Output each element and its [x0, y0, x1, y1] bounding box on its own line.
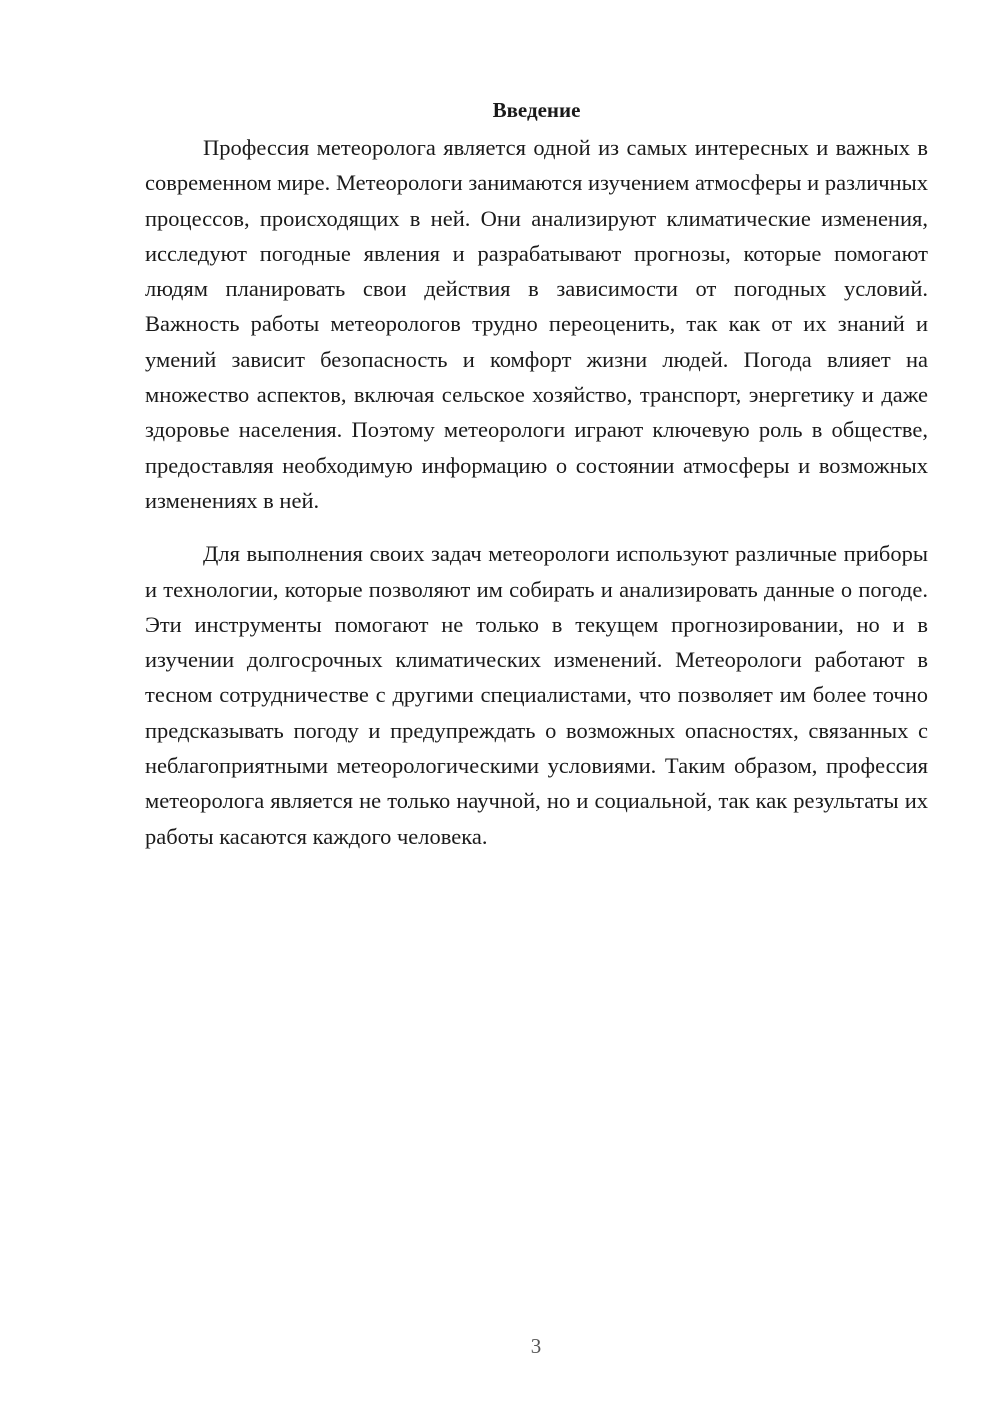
- paragraph-2: Для выполнения своих задач метеорологи используют различные приборы и технологии, которые позволяют им собирать и анализировать данные о погоде. Эти инструменты помогают не только в текущем прогнозировании, но и в изучении долгосрочных климатических изменений. Метеорологи работают в тесном сотрудничестве с другими специалистами, что позволяет им более точно предсказывать погоду и предупреждать о возможных опасностях, связанных с неблагоприятными метеорологическими условиями. Таким образом, профессия метеоролога является не только научной, но и социальной, так как результаты их работы касаются каждого человека.: [145, 541, 928, 849]
- page-number: 3: [530, 1334, 542, 1358]
- paragraph-1: Профессия метеоролога является одной из самых интересных и важных в современном мире. Метеорологи занимаются изучением атмосферы и различных процессов, происходящих в ней. Они анализируют климатические изменения, исследуют погодные явления и разрабатывают прогнозы, которые помогают людям планировать свои действия в зависимости от погодных условий. Важность работы метеорологов трудно переоценить, так как от их знаний и умений зависит безопасность и комфорт жизни людей. Погода влияет на множество аспектов, включая сельское хозяйство, транспорт, энергетику и даже здоровье населения. Поэтому метеорологи играют ключевую роль в обществе, предоставляя необходимую информацию о состоянии атмосферы и возможных изменениях в ней.: [145, 135, 928, 513]
- section-title: Введение: [492, 98, 581, 122]
- page-content: [145, 92, 928, 854]
